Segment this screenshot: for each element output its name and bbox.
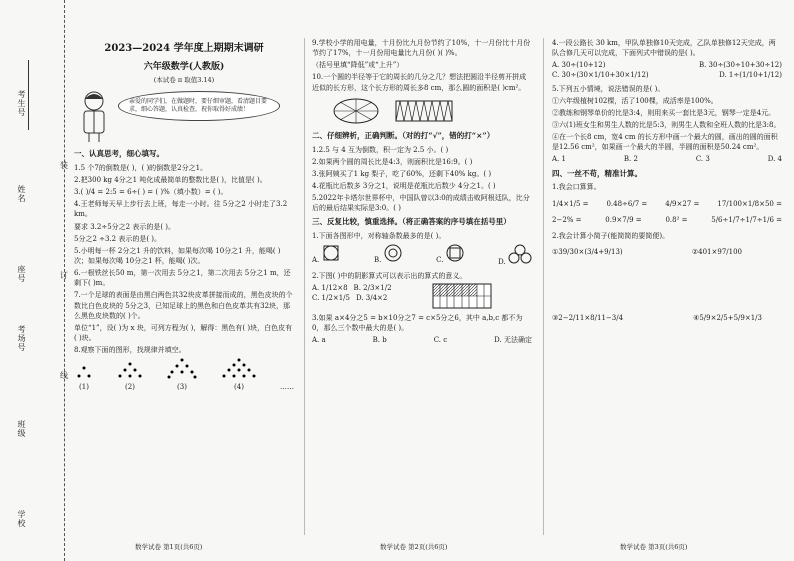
statement-item: ③六(1)班女生和男生人数的比是5:3，则男生人数和全班人数的比是3:8。	[552, 120, 781, 129]
option-c: C. 30÷(30×1/10+30×1/12)	[552, 71, 649, 80]
mascot-area	[74, 89, 294, 145]
option-a: A. 30÷(10+12)	[552, 61, 606, 70]
choice4-options-row2	[552, 70, 782, 80]
page-footer: 数学试卷 第2页(共6页)	[380, 543, 448, 551]
write-line	[28, 60, 29, 130]
choice-question: 2.下图( )中的阴影算式可以表示出的算式的意义。	[312, 271, 467, 280]
question-text: 9.学校小学的用电量，十月份比九月份节约了10%，十一月份比十月份节约了17%，十一月份用电量比九月份( )( )%。	[312, 39, 531, 58]
binding-label: 考生号	[17, 90, 26, 117]
question-text: 要求 3.2÷5分之2 表示的是( )。	[74, 222, 176, 231]
exam-note: (本试卷 π 取值3.14)	[153, 75, 215, 84]
calc-item: 5/6÷1/7÷1/7÷1/6 =	[711, 215, 782, 224]
pattern-label: (1)	[79, 383, 89, 392]
choice3-options	[312, 335, 532, 345]
column-page-1	[74, 40, 294, 393]
three-circles-icon	[508, 244, 532, 264]
option-a: A. 1	[552, 155, 566, 164]
pattern-label: (3)	[177, 383, 187, 392]
option-d: D. 无法确定	[494, 336, 532, 344]
question-text: 单位“1”，设( )为 x 块，可列方程为( )，解得：黑色有( )块，白色皮有( )块。	[74, 323, 293, 342]
statement-item: ①六年级植树102棵，活了100棵，成活率是100%。	[552, 96, 718, 105]
option-c: C. c	[433, 336, 448, 344]
column-divider	[304, 38, 305, 535]
option-a: A. 1/12×8	[312, 283, 348, 292]
pattern-label: (4)	[234, 383, 244, 392]
calc-item: 4/9×27 =	[665, 199, 700, 208]
option-a: A.	[312, 244, 340, 267]
column-page-2	[312, 38, 532, 345]
concentric-circles-icon	[384, 244, 402, 262]
exam-subtitle: 六年级数学(人教版)	[143, 61, 225, 72]
circle-rearrange-figure	[332, 97, 532, 125]
statement-item: ②教练和钢琴单价的比是3:4，则用来买一套比是3元，钢琴一定是4元。	[552, 108, 776, 117]
statement-item: ④在一个长8 cm，宽4 cm 的长方形中画一个最大的圆，画出的圆的面积是12.56 cm²，如果画一个最大的半圆，半圆的面积是50.24 cm²。	[552, 133, 778, 152]
pattern-figure	[166, 357, 198, 392]
calc-item: 2−2% =	[552, 215, 582, 224]
page-footer: 数学试卷 第1页(共6页)	[135, 543, 203, 551]
calc-item: ①39/30×(3/4+9/13)	[552, 247, 623, 256]
rearranged-rectangle-icon	[394, 97, 454, 125]
binding-label: 班级	[17, 420, 26, 438]
question-text: （括号里填“降低”或“上升”）	[312, 61, 404, 70]
choice4-options-row1	[552, 60, 782, 70]
cut-mark: 线	[60, 371, 68, 380]
pattern-figure	[221, 357, 257, 392]
choice-question: 3.如果 a×4分之5 = b×10分之7 = c×5分之6，其中 a,b,c 都不为0，那么三个数中最大的是( )。	[312, 313, 523, 332]
question-text: 7.一个足球的表面是由黑白两色共32块皮革拼接而成的，黑色皮块的个数比白色皮块的 5分之3，已知足球上的黑色和白色皮革共有32块，那么黑色皮块数的( )个。	[74, 291, 293, 320]
choice5-options	[552, 154, 782, 164]
judge-item: 1.2.5 与 4 互为倒数，积一定为 2.5 小。( )	[312, 145, 449, 154]
shaded-grid-figure	[432, 283, 492, 309]
question-text: 1.5 个7的倒数是( )，( )的倒数是2分之1。	[74, 163, 208, 172]
triangle-dots-4	[221, 357, 257, 379]
binding-label: 姓名	[17, 185, 26, 203]
question-text: 8.观察下面的图形，找规律并填空。	[74, 346, 186, 355]
dot-pattern-row	[74, 357, 294, 392]
sector-circle-icon	[332, 97, 380, 125]
binding-label: 考场号	[17, 325, 26, 352]
question-text: 10.一个圆的半径等于它的周长的几分之几？想法把圆沿半径剪开拼成近似的长方形，这个长方形的周长多8 cm，那么圆的面积是( )cm²。	[312, 73, 527, 92]
calc-item: 1/4×1/5 =	[552, 199, 589, 208]
speech-bubble: 亲爱的同学们，在做题时，要仔细审题，看清题目要求，细心答题，认真检查，祝你取得好成绩！	[118, 91, 280, 121]
question-text: 4.王老师每天早上步行去上班，每走一小时。往 5分之2 小时走了3.2 km。	[74, 200, 288, 219]
section-heading: 四、一丝不苟，精准计算。	[552, 168, 642, 178]
option-c: C.	[436, 244, 464, 267]
binding-label: 学校	[17, 510, 26, 528]
option-a: A. a	[312, 336, 326, 344]
choice-question: 5.下列五小情境，说法错误的是( )。	[552, 84, 665, 93]
choice2-options	[312, 283, 432, 309]
calc-title: 1.我会口算算。	[552, 183, 601, 192]
calc-item: ②401×97/100	[691, 247, 742, 256]
question-text: 6.一根铁丝长50 m，第一次用去 5分之1，第二次用去 5分之1 m，还剩下( )m。	[74, 269, 291, 288]
square-circle-icon	[322, 244, 340, 262]
option-c: C. 3	[695, 155, 710, 164]
option-d: D.	[498, 244, 532, 267]
section-heading: 三、反复比较，慎重选择。（将正确答案的序号填在括号里）	[312, 217, 511, 227]
triangle-dots-1	[74, 365, 94, 379]
triangle-dots-3	[166, 357, 198, 379]
judge-item: 5.2022年卡塔尔世界杯中，中国队曾以3:0的成绩击败阿根廷队，比分后的最后结果实际是3:0。( )	[312, 194, 530, 213]
option-b: B. 2	[623, 155, 638, 164]
pattern-label: (2)	[125, 383, 135, 392]
calc-item: 0.8² =	[665, 215, 688, 224]
calc-item: ④5/9×2/5+5/9×1/3	[693, 314, 762, 323]
section-heading: 一、认真思考，细心填写。	[74, 148, 164, 158]
option-d: D. 4	[767, 155, 782, 164]
simplify-row-2	[552, 313, 782, 323]
calc-item: 0.9×7/9 =	[605, 215, 642, 224]
option-c: C. 1/2×1/5	[312, 293, 350, 302]
choice-question: 1.下面各图形中，对称轴条数最多的是( )。	[312, 232, 446, 241]
exam-title: 2023—2024 学年度上期期末调研	[104, 43, 264, 54]
pattern-figure	[117, 361, 143, 392]
judge-item: 3.张阿姨买了1 kg 梨子，吃了60%，还剩下40% kg。( )	[312, 169, 492, 178]
question-text: 3.( )/4 = 2:5 = 6÷( ) = ( )%（填小数）= ( )。	[74, 188, 228, 197]
option-d: D. 3/4×2	[355, 293, 388, 302]
option-b: B. b	[372, 336, 387, 344]
option-b: B. 30÷(30÷10+30÷12)	[698, 61, 782, 70]
calc-item: 0.48÷6/7 =	[606, 199, 648, 208]
pattern-figure	[74, 365, 94, 392]
oral-calc-row-2	[552, 215, 782, 225]
calc-item: ③2−2/11×8/11−3/4	[552, 314, 624, 323]
question-text: 5.小明每一杯 2分之1 升的饮料，如果每次喝 10分之1 升，能喝( )次；如果每次喝 10分之1 杯，能喝( )次。	[74, 246, 281, 265]
judge-item: 2.如果两个圆的周长比是4:3，则面积比是16:9。( )	[312, 157, 473, 166]
page-footer: 数学试卷 第3页(共6页)	[620, 543, 688, 551]
binding-label: 座号	[17, 265, 26, 283]
question-text: 5分之2 ÷3.2 表示的是( )。	[74, 234, 162, 243]
simplify-row-1	[552, 247, 782, 257]
column-divider	[543, 38, 544, 535]
judge-item: 4.花瓶比后数多 3分之1，说明是花瓶比后数少 4分之1。( )	[312, 182, 496, 190]
triangle-dots-2	[117, 361, 143, 379]
binding-strip	[0, 0, 68, 561]
pattern-ellipsis: ……	[280, 383, 294, 392]
option-b: B. 2/3×1/2	[353, 283, 392, 292]
choice2-block	[312, 283, 532, 309]
question-text: 2.把300 kg 4分之1 吨化成最简单的整数比是( )，比值是( )。	[74, 175, 267, 184]
section-heading: 二、仔细辨析，正确判断。（对的打“√”，错的打“×”）	[312, 130, 495, 140]
cut-mark: 装	[60, 161, 68, 170]
calc-title: 2.我会计算小简子(能简简的要简便)。	[552, 231, 670, 240]
choice1-options	[312, 244, 532, 267]
column-page-3	[552, 38, 782, 329]
option-b: B.	[374, 244, 402, 267]
option-d: D. 1÷(1/10+1/12)	[719, 71, 782, 80]
choice-question: 4.一段公路长 30 km，甲队单独修10天完成，乙队单独修12天完成，两队合修几天可以完成，下面列式中错误的是( )。	[552, 39, 776, 58]
circle-square-icon	[446, 244, 464, 262]
calc-item: 17/100×1/8×50 =	[717, 199, 782, 208]
cut-mark: 订	[60, 271, 68, 280]
student-illustration	[74, 89, 114, 143]
oral-calc-row-1	[552, 199, 782, 209]
